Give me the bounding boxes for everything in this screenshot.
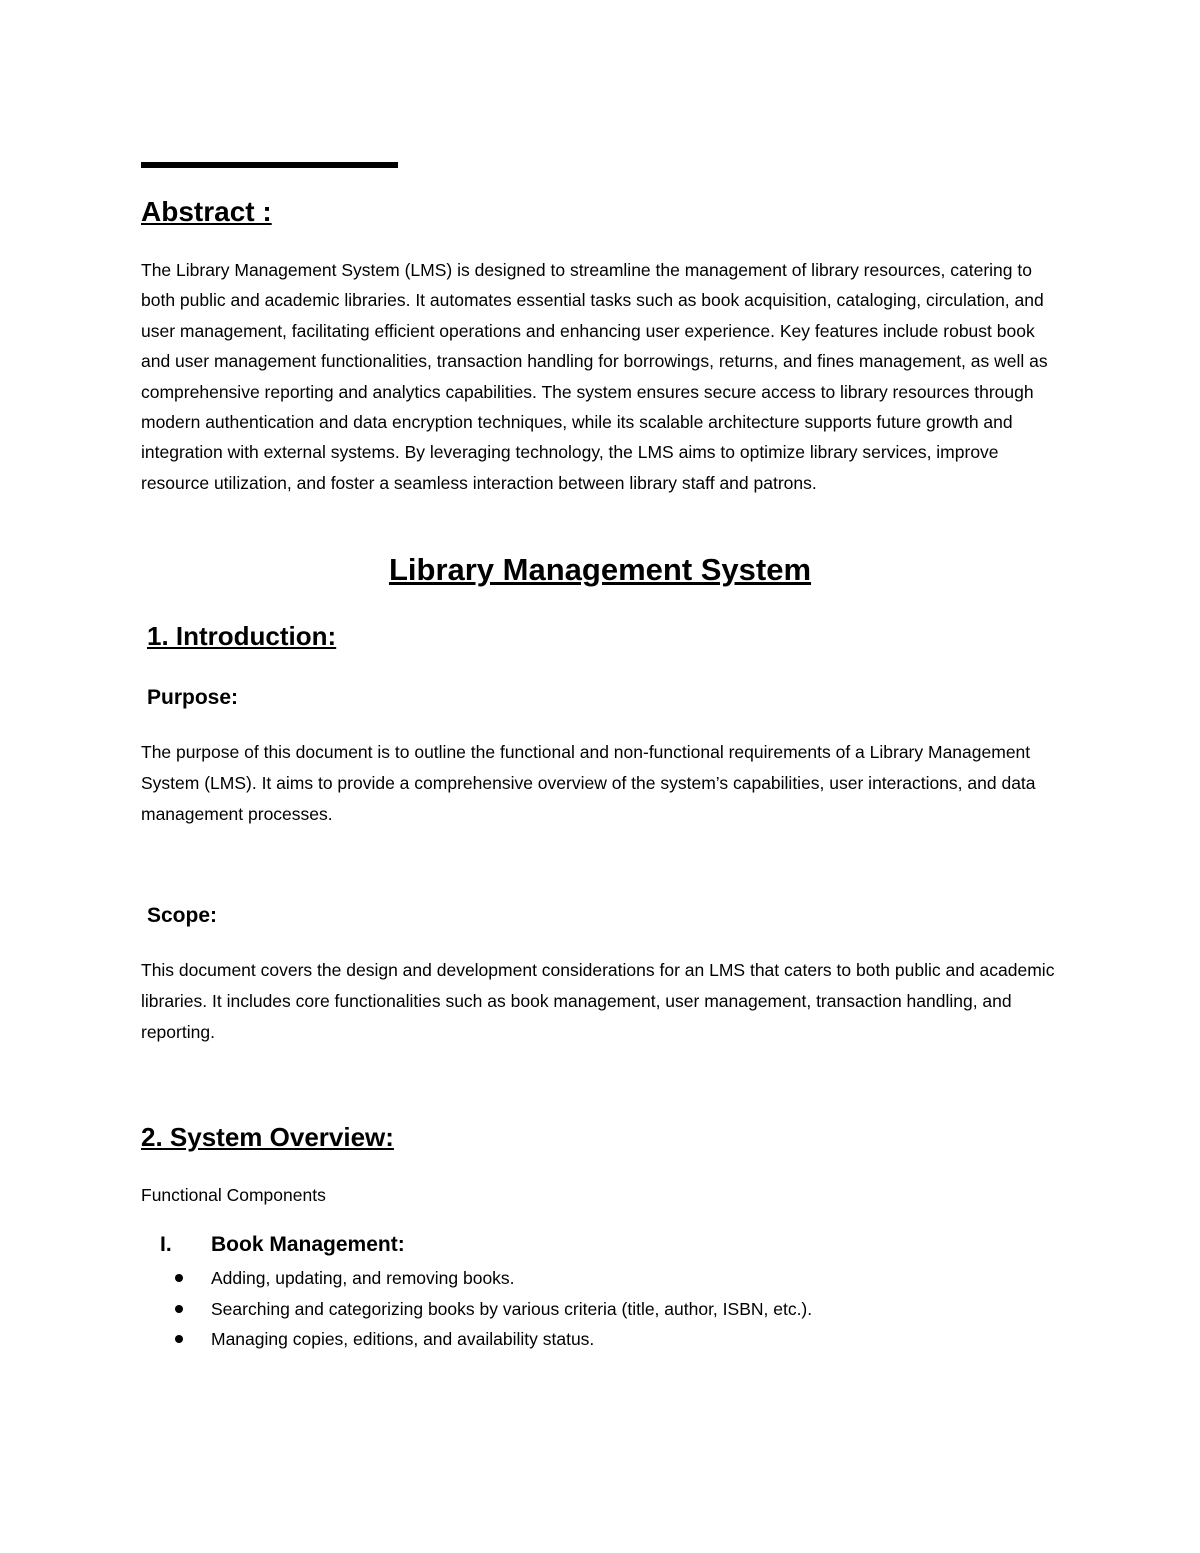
system-overview-heading: 2. System Overview: [141, 1122, 394, 1152]
functional-components-label: Functional Components [141, 1185, 326, 1205]
book-management-heading: Book Management: [211, 1233, 405, 1256]
purpose-heading: Purpose: [147, 686, 239, 709]
top-horizontal-rule [141, 162, 398, 168]
bullet-icon [175, 1335, 183, 1343]
scope-heading: Scope: [147, 904, 218, 927]
scope-paragraph: This document covers the design and development considerations for an LMS that caters to both public and academic libraries. It includes core functionalities such as book management, user management, transaction handling, and reporting. [141, 960, 1055, 1042]
document-title: Library Management System [388, 552, 812, 587]
list-item-text: Managing copies, editions, and availability status. [211, 1329, 595, 1349]
purpose-paragraph: The purpose of this document is to outline the functional and non-functional requirements of a Library Management System (LMS). It aims to provide a comprehensive overview of the system’s capabilities, user interactions, and data management processes. [141, 742, 1036, 824]
bullet-icon [175, 1274, 183, 1282]
introduction-heading: 1. Introduction: [147, 621, 337, 651]
abstract-heading: Abstract : [141, 196, 272, 227]
roman-numeral-marker: I. [160, 1233, 172, 1256]
list-item-text: Adding, updating, and removing books. [211, 1268, 515, 1288]
abstract-paragraph: The Library Management System (LMS) is designed to streamline the management of library resources, catering to both public and academic libraries. It automates essential tasks such as book acquisition, cataloging, circulation, and user management, facilitating efficient operations and enhancing user experience. Key features include robust book and user management functionalities, transaction handling for borrowings, returns, and fines management, as well as comprehensive reporting and analytics capabilities. The system ensures secure access to library resources through modern authentication and data encryption techniques, while its scalable architecture supports future growth and integration with external systems. By leveraging technology, the LMS aims to optimize library services, improve resource utilization, and foster a seamless interaction between library staff and patrons. [141, 260, 1048, 493]
bullet-icon [175, 1305, 183, 1313]
list-item-text: Searching and categorizing books by various criteria (title, author, ISBN, etc.). [211, 1298, 813, 1319]
